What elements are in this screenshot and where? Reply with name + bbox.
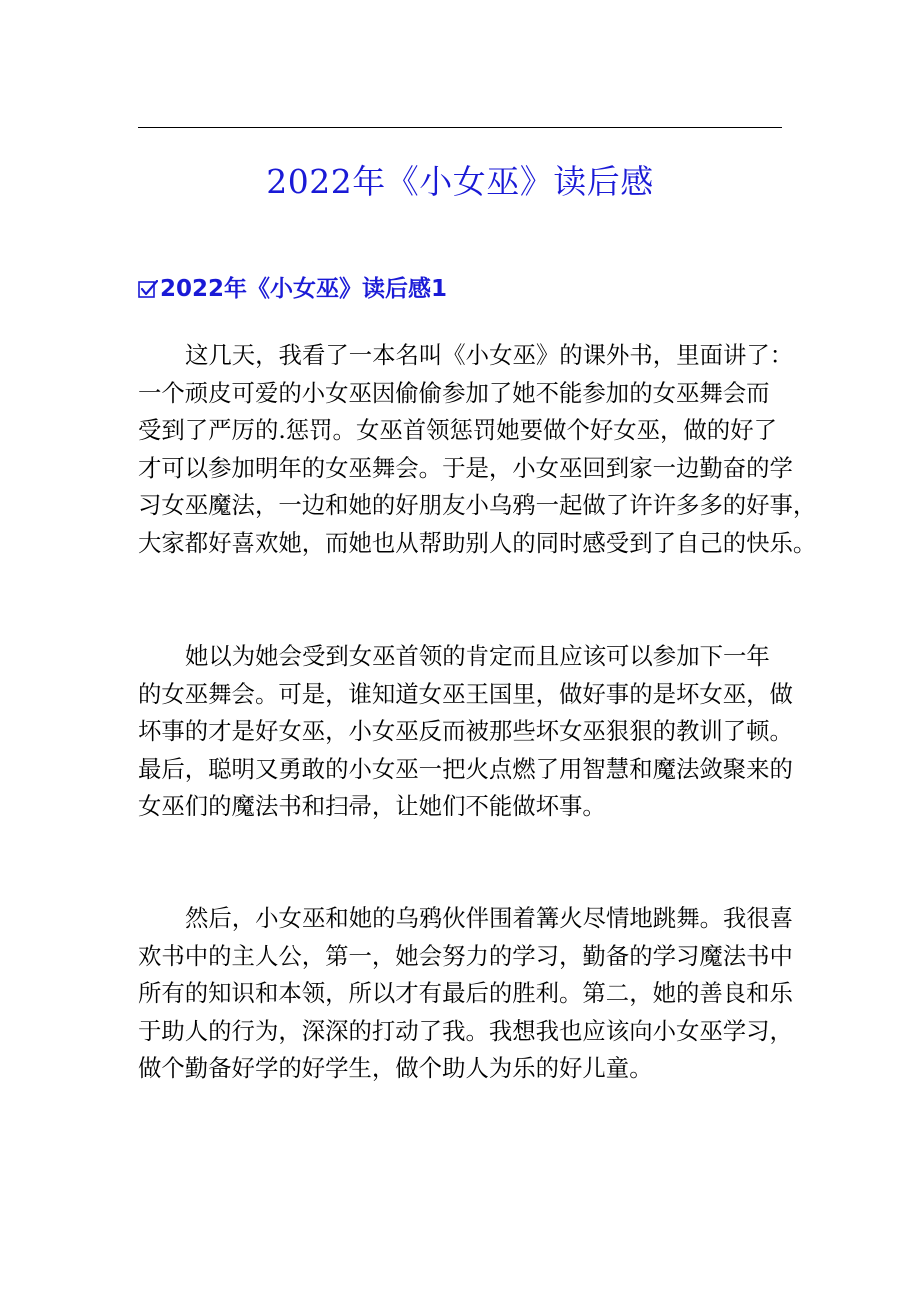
paragraph-line: 于助人的行为，深深的打动了我。我想我也应该向小女巫学习， (138, 1016, 793, 1045)
paragraph-line: 才可以参加明年的女巫舞会。于是，小女巫回到家一边勤奋的学 (138, 453, 793, 482)
paragraph-line: 她以为她会受到女巫首领的肯定而且应该可以参加下一年 (185, 642, 770, 670)
paragraph-line: 这几天，我看了一本名叫《小女巫》的课外书，里面讲了： (185, 341, 794, 369)
header-rule (138, 127, 782, 128)
paragraph-line: 的女巫舞会。可是，谁知道女巫王国里，做好事的是坏女巫，做 (138, 679, 793, 708)
section-heading-text: 2022年《小女巫》读后感1 (160, 276, 448, 302)
paragraph-line: 做个勤备好学的好学生，做个助人为乐的好儿童。 (138, 1054, 653, 1083)
paragraph-line: 一个顽皮可爱的小女巫因偷偷参加了她不能参加的女巫舞会而 (138, 378, 770, 407)
paragraph-line: 所有的知识和本领，所以才有最后的胜利。第二，她的善良和乐 (138, 979, 793, 1008)
document-title: 2022年《小女巫》读后感 (266, 162, 654, 201)
paragraph-line: 大家都好喜欢她，而她也从帮助别人的同时感受到了自己的快乐。 (138, 528, 817, 557)
section-heading (138, 272, 447, 306)
paragraph-line: 习女巫魔法，一边和她的好朋友小乌鸦一起做了许许多多的好事， (138, 491, 817, 520)
paragraph-line: 女巫们的魔法书和扫帚，让她们不能做坏事。 (138, 792, 606, 821)
paragraph-line: 然后，小女巫和她的乌鸦伙伴围着篝火尽情地跳舞。我很喜 (185, 904, 794, 932)
paragraph-1 (138, 337, 817, 563)
paragraph-3 (138, 900, 798, 1088)
paragraph-line: 坏事的才是好女巫，小女巫反而被那些坏女巫狠狠的教训了顿。 (138, 717, 793, 746)
paragraph-line: 最后，聪明又勇敢的小女巫一把火点燃了用智慧和魔法敛聚来的 (138, 754, 793, 783)
paragraph-line: 欢书中的主人公，第一，她会努力的学习，勤备的学习魔法书中 (138, 941, 793, 970)
checkbox-checked-icon (138, 272, 159, 306)
paragraph-2 (138, 638, 798, 826)
paragraph-line: 受到了严厉的.惩罚。女巫首领惩罚她要做个好女巫，做的好了 (138, 416, 777, 445)
